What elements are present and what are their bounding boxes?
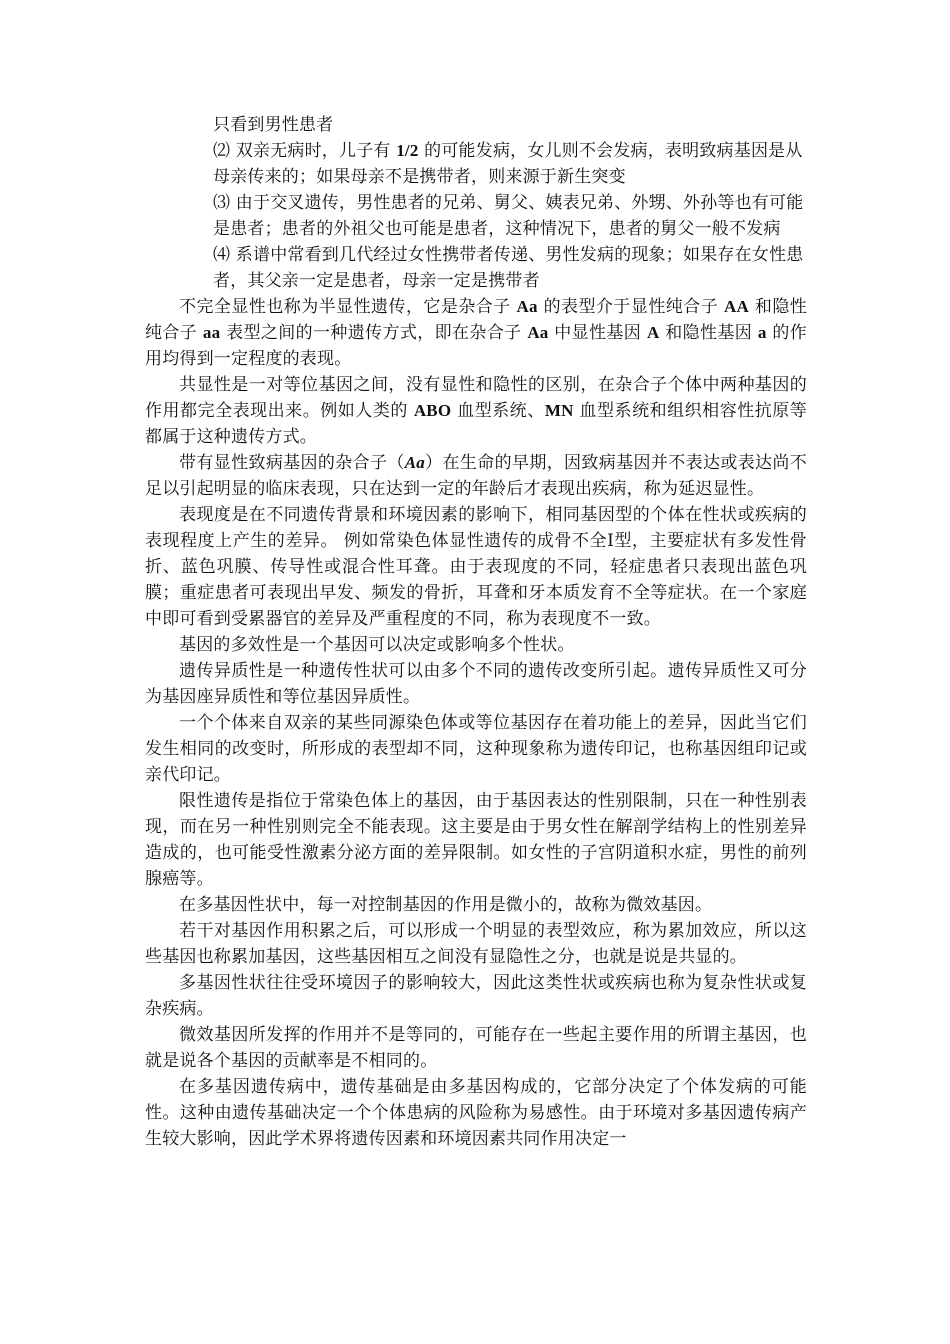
paragraph-complex-traits: 多基因性状往往受环境因子的影响较大，因此这类性状或疾病也称为复杂性状或复杂疾病。 [145,973,807,1019]
paragraph-major-gene: 微效基因所发挥的作用并不是等同的，可能存在一些起主要作用的所谓主基因，也就是说各个基因的贡献率是不相同的。 [145,1025,807,1071]
paragraph-susceptibility: 在多基因遗传病中，遗传基础是由多基因构成的，它部分决定了个体发病的可能性。这种由遗传基础决定一个个体患病的风险称为易感性。由于环境对多基因遗传病产生较大影响，因此学术界将遗传因素和环境因素共同作用决定一 [145,1077,807,1149]
paragraph-sex-limited: 限性遗传是指位于常染色体上的基因，由于基因表达的性别限制，只在一种性别表现，而在另一种性别则完全不能表现。这主要是由于男女性在解剖学结构上的性别差异造成的，也可能受性激素分泌方面的差异限制。如女性的子宫阴道积水症，男性的前列腺癌等。 [145,791,807,889]
list-continuation: 只看到男性患者 [213,115,334,135]
body-text [145,294,807,1152]
paragraph-imprinting: 一个个体来自双亲的某些同源染色体或等位基因存在着功能上的差异，因此当它们发生相同的改变时，所形成的表型却不同，这种现象称为遗传印记，也称基因组印记或亲代印记。 [145,713,807,785]
paragraph-minor-genes: 在多基因性状中，每一对控制基因的作用是微小的，故称为微效基因。 [179,895,713,915]
paragraph-incomplete-dominance: 不完全显性也称为半显性遗传，它是杂合子 Aa 的表型介于显性纯合子 AA 和隐性纯合子 aa 表型之间的一种遗传方式，即在杂合子 Aa 中显性基因 A 和隐性基因 a 的作用均得到一定程度的表现。 [145,297,807,369]
paragraph-delayed-dominance: 带有显性致病基因的杂合子（Aa）在生命的早期，因致病基因并不表达或表达尚不足以引起明显的临床表现，只在达到一定的年龄后才表现出疾病，称为延迟显性。 [145,453,807,499]
paragraph-heterogeneity: 遗传异质性是一种遗传性状可以由多个不同的遗传改变所引起。遗传异质性又可分为基因座异质性和等位基因异质性。 [145,661,807,707]
document-page [145,112,807,1152]
paragraph-expressivity: 表现度是在不同遗传背景和环境因素的影响下，相同基因型的个体在性状或疾病的表现程度上产生的差异。 例如常染色体显性遗传的成骨不全Ⅰ型，主要症状有多发性骨折、蓝色巩膜、传导性或混合性耳聋。由于表现度的不同，轻症患者只表现出蓝色巩膜；重症患者可表现出早发、频发的骨折，耳聋和牙本质发育不全等症状。在一个家庭中即可看到受累器官的差异及严重程度的不同，称为表现度不一致。 [145,505,807,629]
paragraph-codominance: 共显性是一对等位基因之间，没有显性和隐性的区别，在杂合子个体中两种基因的作用都完全表现出来。例如人类的 ABO 血型系统、MN 血型系统和组织相容性抗原等都属于这种遗传方式。 [145,375,807,447]
list-item-3: ⑶ 由于交叉遗传，男性患者的兄弟、舅父、姨表兄弟、外甥、外孙等也有可能是患者；患者的外祖父也可能是患者，这种情况下，患者的舅父一般不发病 [213,193,804,239]
paragraph-additive-effect: 若干对基因作用积累之后，可以形成一个明显的表型效应，称为累加效应，所以这些基因也称累加基因，这些基因相互之间没有显隐性之分，也就是说是共显的。 [145,921,807,967]
list-item-4: ⑷ 系谱中常看到几代经过女性携带者传递、男性发病的现象；如果存在女性患者，其父亲一定是患者，母亲一定是携带者 [213,245,804,291]
numbered-list [145,112,807,294]
list-item-2: ⑵ 双亲无病时，儿子有 1/2 的可能发病，女儿则不会发病，表明致病基因是从母亲传来的；如果母亲不是携带者，则来源于新生突变 [213,141,803,187]
paragraph-pleiotropy: 基因的多效性是一个基因可以决定或影响多个性状。 [179,635,575,655]
